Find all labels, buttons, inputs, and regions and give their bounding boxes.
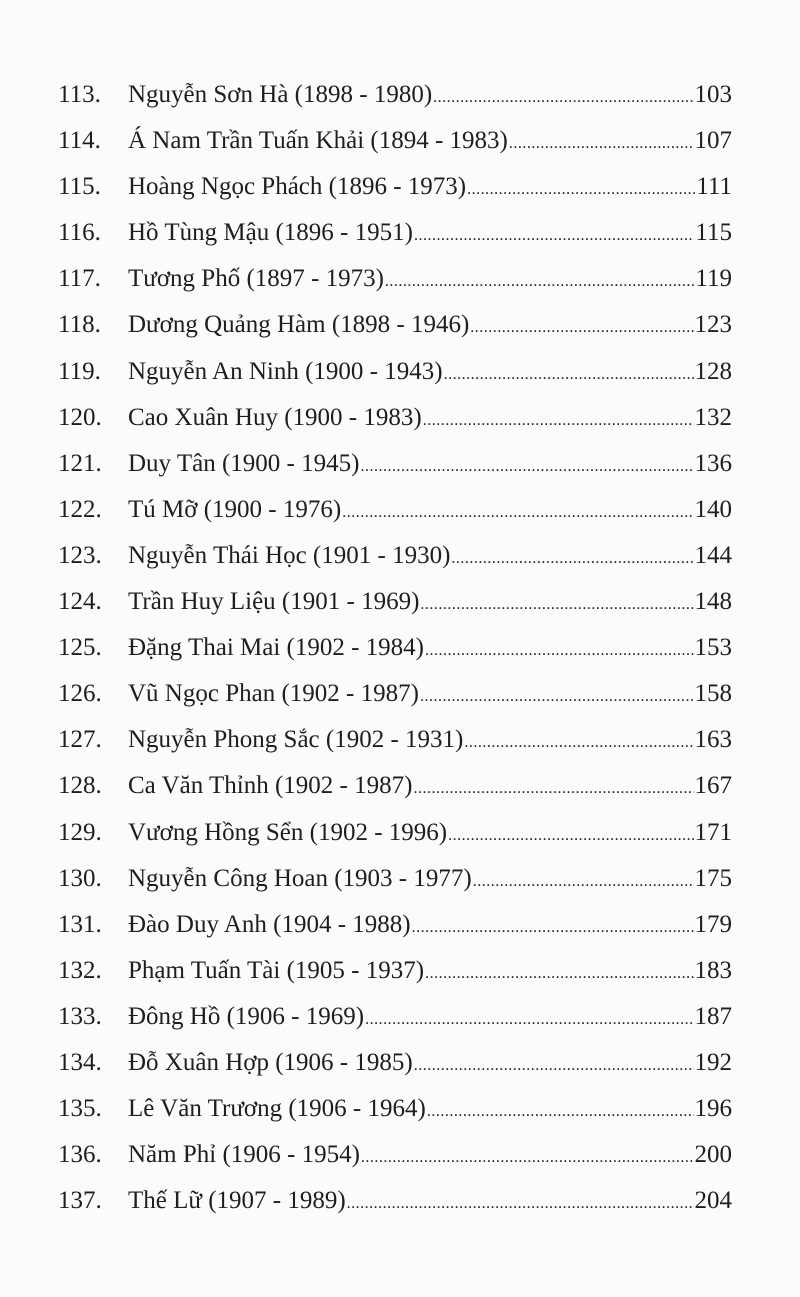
- entry-title: Trần Huy Liệu (1901 - 1969): [128, 588, 420, 616]
- entry-page-number: 128: [694, 357, 732, 385]
- entry-page-number: 200: [694, 1141, 732, 1169]
- entry-page-number: 148: [694, 588, 732, 616]
- toc-entry: [0, 994, 800, 1040]
- entry-title: Đào Duy Anh (1904 - 1988): [128, 910, 411, 938]
- entry-title: Nguyễn Sơn Hà (1898 - 1980): [128, 81, 433, 108]
- entry-title: Thế Lữ (1907 - 1989): [128, 1187, 346, 1215]
- dot-leader: [365, 997, 693, 1043]
- entry-title: Duy Tân (1900 - 1945): [128, 449, 360, 477]
- entry-page-number: 111: [696, 173, 732, 201]
- dot-leader: [464, 720, 693, 766]
- dot-leader: [451, 536, 693, 582]
- entry-title: Ca Văn Thỉnh (1902 - 1987): [128, 772, 413, 800]
- entry-page-number: 171: [694, 818, 732, 846]
- entry-title: Phạm Tuấn Tài (1905 - 1937): [128, 956, 425, 984]
- entry-page-number: 103: [694, 81, 732, 108]
- entry-line: [128, 625, 732, 674]
- entry-line: [128, 395, 732, 444]
- toc-entry: [0, 948, 800, 994]
- dot-leader: [385, 259, 695, 305]
- dot-leader: [509, 121, 694, 167]
- entry-line: [128, 349, 732, 398]
- entry-page-number: 140: [694, 495, 732, 523]
- dot-leader: [427, 1089, 694, 1135]
- entry-page-number: 144: [694, 541, 732, 569]
- entry-line: [128, 72, 732, 121]
- toc-entry: [0, 164, 800, 210]
- dot-leader: [342, 490, 693, 536]
- toc-entry: [0, 1040, 800, 1086]
- entry-line: [128, 579, 732, 628]
- toc-entry: [0, 717, 800, 763]
- entry-number: 126.: [58, 680, 102, 708]
- toc-entry: [0, 1132, 800, 1178]
- entry-page-number: 136: [694, 449, 732, 477]
- toc-entry: [0, 856, 800, 902]
- dot-leader: [425, 628, 693, 674]
- entry-number: 136.: [58, 1141, 102, 1169]
- toc-entry: [0, 579, 800, 625]
- toc-entry: [0, 763, 800, 809]
- entry-page-number: 204: [694, 1187, 732, 1215]
- entry-number: 133.: [58, 1002, 102, 1030]
- entry-number: 127.: [58, 726, 102, 754]
- entry-line: [128, 1040, 732, 1089]
- dot-leader: [473, 859, 694, 905]
- dot-leader: [444, 352, 694, 398]
- entry-line: [128, 994, 732, 1043]
- entry-line: [128, 118, 732, 167]
- dot-leader: [470, 305, 693, 351]
- entry-page-number: 183: [694, 956, 732, 984]
- entry-line: [128, 810, 732, 859]
- entry-number: 119.: [58, 357, 101, 385]
- dot-leader: [420, 674, 694, 720]
- entry-number: 121.: [58, 449, 102, 477]
- entry-number: 122.: [58, 495, 102, 523]
- entry-number: 130.: [58, 864, 102, 892]
- entry-title: Nguyễn Công Hoan (1903 - 1977): [128, 864, 472, 892]
- entry-number: 115.: [58, 173, 101, 201]
- entry-number: 129.: [58, 818, 102, 846]
- toc-entry: [0, 395, 800, 441]
- toc-entry: [0, 210, 800, 256]
- entry-title: Tương Phố (1897 - 1973): [128, 265, 384, 293]
- entry-number: 113.: [58, 81, 101, 108]
- entry-line: [128, 948, 732, 997]
- entry-page-number: 179: [694, 910, 732, 938]
- entry-title: Năm Phỉ (1906 - 1954): [128, 1141, 360, 1169]
- entry-title: Đỗ Xuân Hợp (1906 - 1985): [128, 1048, 413, 1076]
- toc-entry: [0, 349, 800, 395]
- dot-leader: [425, 951, 693, 997]
- toc-entry: [0, 902, 800, 948]
- entry-title: Á Nam Trần Tuấn Khải (1894 - 1983): [128, 127, 508, 155]
- entry-number: 114.: [58, 127, 101, 155]
- entry-title: Tú Mỡ (1900 - 1976): [128, 495, 342, 523]
- entry-page-number: 175: [694, 864, 732, 892]
- entry-page-number: 107: [694, 127, 732, 155]
- entry-line: [128, 533, 732, 582]
- entry-line: [128, 717, 732, 766]
- entry-title: Cao Xuân Huy (1900 - 1983): [128, 403, 422, 431]
- entry-number: 132.: [58, 956, 102, 984]
- dot-leader: [433, 75, 693, 121]
- entry-line: [128, 763, 732, 812]
- toc-entry: [0, 72, 800, 118]
- entry-number: 117.: [58, 265, 101, 293]
- toc-entry: [0, 1086, 800, 1132]
- entry-title: Lê Văn Trương (1906 - 1964): [128, 1095, 426, 1123]
- toc-entry: [0, 671, 800, 717]
- toc-entry: [0, 256, 800, 302]
- entry-line: [128, 902, 732, 951]
- entry-number: 124.: [58, 588, 102, 616]
- entry-line: [128, 256, 732, 305]
- entry-page-number: 163: [694, 726, 732, 754]
- toc-entry: [0, 441, 800, 487]
- entry-line: [128, 856, 732, 905]
- entry-title: Đông Hồ (1906 - 1969): [128, 1002, 365, 1030]
- dot-leader: [448, 813, 693, 859]
- entry-page-number: 153: [694, 634, 732, 662]
- toc-entry: [0, 810, 800, 856]
- entry-page-number: 158: [694, 680, 732, 708]
- dot-leader: [347, 1181, 694, 1227]
- table-of-contents: [0, 72, 800, 1224]
- entry-number: 128.: [58, 772, 102, 800]
- entry-page-number: 167: [694, 772, 732, 800]
- entry-line: [128, 1132, 732, 1181]
- dot-leader: [413, 766, 693, 812]
- entry-number: 125.: [58, 634, 102, 662]
- entry-number: 135.: [58, 1095, 102, 1123]
- entry-number: 131.: [58, 910, 102, 938]
- entry-line: [128, 1178, 732, 1227]
- entry-line: [128, 210, 732, 259]
- entry-number: 120.: [58, 403, 102, 431]
- entry-line: [128, 441, 732, 490]
- entry-page-number: 123: [694, 311, 732, 339]
- entry-page-number: 119: [695, 265, 732, 293]
- dot-leader: [420, 582, 693, 628]
- entry-page-number: 132: [694, 403, 732, 431]
- entry-title: Vũ Ngọc Phan (1902 - 1987): [128, 680, 419, 708]
- dot-leader: [414, 213, 694, 259]
- dot-leader: [423, 398, 694, 444]
- toc-entry: [0, 625, 800, 671]
- toc-entry: [0, 302, 800, 348]
- entry-line: [128, 487, 732, 536]
- dot-leader: [360, 444, 693, 490]
- entry-title: Hồ Tùng Mậu (1896 - 1951): [128, 219, 413, 247]
- entry-number: 118.: [58, 311, 101, 339]
- toc-entry: [0, 1178, 800, 1224]
- entry-number: 116.: [58, 219, 101, 247]
- entry-title: Vương Hồng Sển (1902 - 1996): [128, 818, 448, 846]
- toc-entry: [0, 118, 800, 164]
- entry-number: 134.: [58, 1048, 102, 1076]
- entry-title: Hoàng Ngọc Phách (1896 - 1973): [128, 173, 467, 201]
- entry-title: Nguyễn An Ninh (1900 - 1943): [128, 357, 443, 385]
- entry-page-number: 192: [694, 1048, 732, 1076]
- toc-entry: [0, 533, 800, 579]
- entry-page-number: 196: [694, 1095, 732, 1123]
- entry-title: Đặng Thai Mai (1902 - 1984): [128, 634, 425, 662]
- toc-entry: [0, 487, 800, 533]
- entry-page-number: 187: [694, 1002, 732, 1030]
- dot-leader: [412, 905, 694, 951]
- entry-title: Nguyễn Phong Sắc (1902 - 1931): [128, 726, 464, 754]
- entry-number: 137.: [58, 1187, 102, 1215]
- entry-page-number: 115: [695, 219, 732, 247]
- entry-title: Nguyễn Thái Học (1901 - 1930): [128, 541, 451, 569]
- entry-line: [128, 671, 732, 720]
- dot-leader: [361, 1135, 694, 1181]
- entry-number: 123.: [58, 541, 102, 569]
- entry-line: [128, 164, 732, 213]
- dot-leader: [414, 1043, 694, 1089]
- dot-leader: [467, 167, 695, 213]
- entry-line: [128, 1086, 732, 1135]
- entry-title: Dương Quảng Hàm (1898 - 1946): [128, 311, 470, 339]
- entry-line: [128, 302, 732, 351]
